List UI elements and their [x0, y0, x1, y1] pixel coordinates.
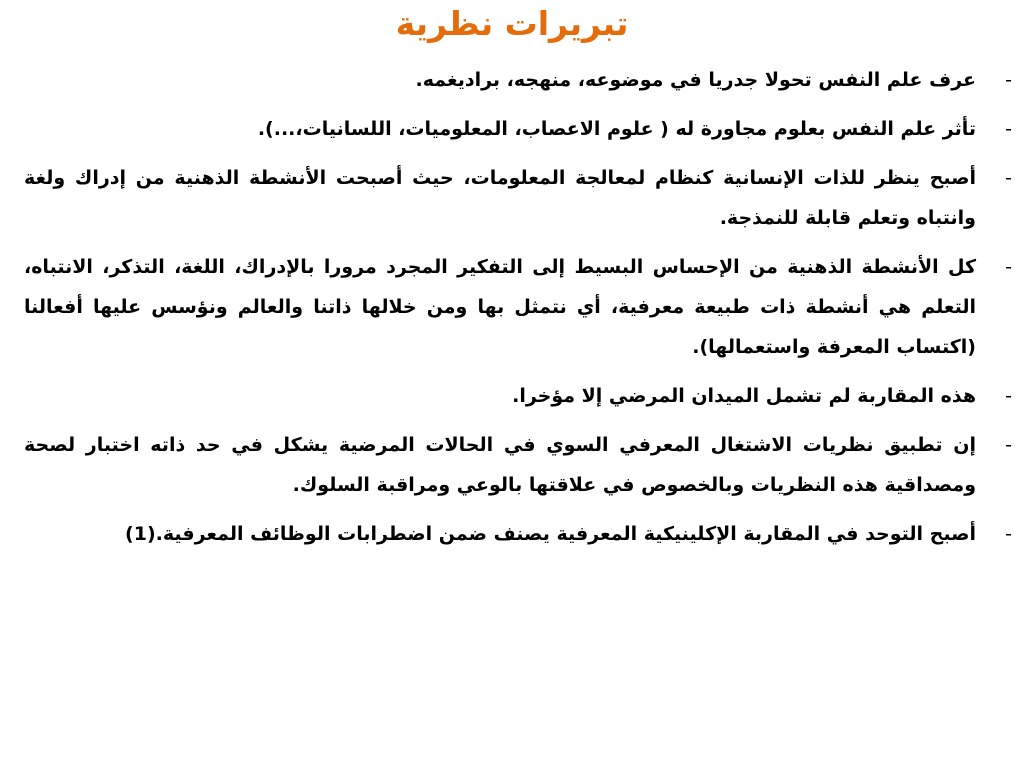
bullet-dash: - — [1005, 167, 1012, 189]
bullet-item — [24, 109, 1012, 149]
bullet-item — [24, 514, 1012, 554]
bullet-item — [24, 425, 1012, 505]
bullet-dash: - — [1005, 118, 1012, 140]
bullet-text: كل الأنشطة الذهنية من الإحساس البسيط إلى التفكير المجرد مرورا بالإدراك، اللغة، التذكر، الانتباه، التعلم هي أنشطة ذات طبيعة معرفية، أي نتمثل بها ومن خلالها ذاتنا والعالم ونؤسس عليها أفعالنا (اكتساب المعرفة واستعمالها). — [24, 256, 976, 358]
bullet-item — [24, 60, 1012, 100]
bullet-text: إن تطبيق نظريات الاشتغال المعرفي السوي في الحالات المرضية يشكل في حد ذاته اختبار لصحة ومصداقية هذه النظريات وبالخصوص في علاقتها بالوعي ومراقبة السلوك. — [24, 434, 976, 496]
bullet-text: عرف علم النفس تحولا جدريا في موضوعه، منهجه، براديغمه. — [415, 69, 976, 91]
bullet-item — [24, 158, 1012, 238]
bullet-text: أصبح ينظر للذات الإنسانية كنظام لمعالجة المعلومات، حيث أصبحت الأنشطة الذهنية من إدراك ولغة وانتباه وتعلم قابلة للنمذجة. — [24, 167, 976, 229]
bullet-text: هذه المقاربة لم تشمل الميدان المرضي إلا مؤخرا. — [512, 385, 976, 407]
bullet-dash: - — [1005, 385, 1012, 407]
bullet-list — [24, 60, 1012, 563]
bullet-item — [24, 247, 1012, 367]
slide-title: تبريرات نظرية — [395, 4, 629, 43]
bullet-dash: - — [1005, 256, 1012, 278]
bullet-dash: - — [1005, 434, 1012, 456]
bullet-text: تأثر علم النفس بعلوم مجاورة له ( علوم الاعصاب، المعلوميات، اللسانيات،...). — [257, 118, 976, 140]
bullet-dash: - — [1005, 523, 1012, 545]
bullet-dash: - — [1005, 69, 1012, 91]
bullet-item — [24, 376, 1012, 416]
bullet-text: أصبح التوحد في المقاربة الإكلينيكية المعرفية يصنف ضمن اضطرابات الوظائف المعرفية.(1) — [125, 523, 976, 545]
